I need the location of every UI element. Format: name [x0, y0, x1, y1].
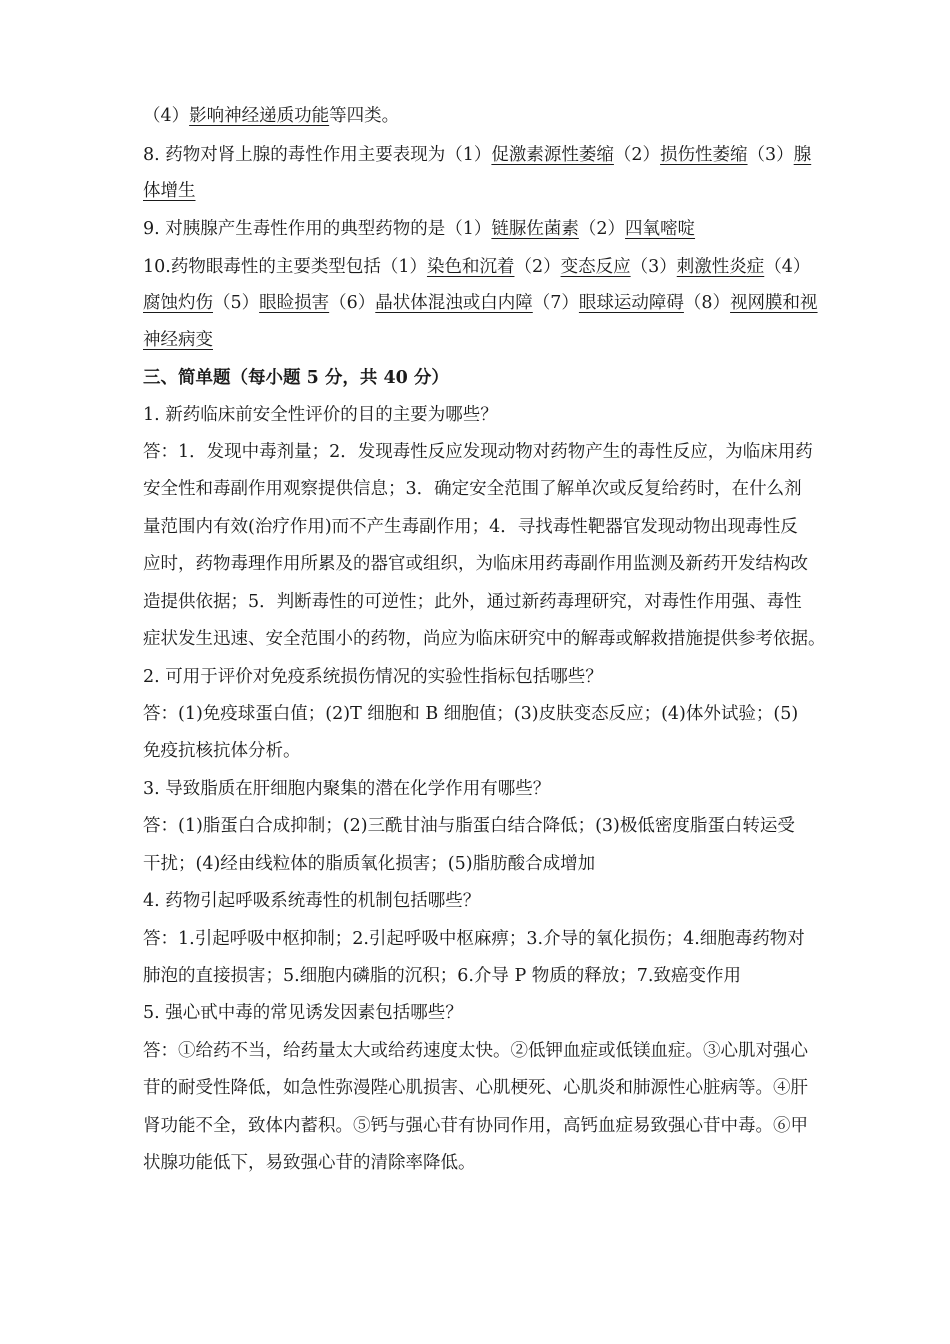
question-text: 10.药物眼毒性的主要类型包括（1） [143, 257, 427, 277]
section-3-heading: 三、简单题（每小题 5 分，共 40 分） [143, 368, 449, 388]
answer-blank: 刺激性炎症 [676, 257, 765, 277]
question-text: （2） [613, 145, 661, 165]
answer-blank: 视网膜和视 [730, 293, 818, 313]
q3-question: 3. 导致脂质在肝细胞内聚集的潜在化学作用有哪些？ [143, 779, 551, 799]
question-text: 8. 药物对肾上腺的毒性作用主要表现为（1） [143, 145, 492, 165]
q3-answer-line: 干扰；(4)经由线粒体的脂质氧化损害；(5)脂肪酸合成增加 [143, 854, 596, 874]
q4-question: 4. 药物引起呼吸系统毒性的机制包括哪些？ [143, 891, 481, 911]
question-text: （5） [213, 293, 260, 313]
q5-answer-line: 状腺功能低下，易致强心苷的清除率降低。 [143, 1153, 476, 1173]
answer-blank: 眼球运动障碍 [578, 293, 684, 313]
question-text: 9. 对胰腺产生毒性作用的典型药物的是（1） [143, 219, 492, 239]
answer-blank: 链脲佐菌素 [491, 219, 579, 239]
answer-blank: 四氧嘧啶 [625, 219, 696, 239]
q2-question: 2. 可用于评价对免疫系统损伤情况的实验性指标包括哪些？ [143, 667, 603, 687]
answer-blank: 促激素源性萎缩 [491, 145, 614, 165]
q1-answer-line: 答：1．发现中毒剂量；2．发现毒性反应发现动物对药物产生的毒性反应，为临床用药 [143, 442, 813, 462]
question-text: （2） [578, 219, 626, 239]
q10-line-1 [143, 252, 868, 282]
q7-tail-answer: 影响神经递质功能 [189, 106, 330, 126]
q1-answer-line: 应时，药物毒理作用所累及的器官或组织，为临床用药毒副作用监测及新药开发结构改 [143, 554, 808, 574]
q2-answer-line: 答：(1)免疫球蛋白值；(2)T 细胞和 B 细胞值；(3)皮肤变态反应；(4)体外试验；(5) [143, 704, 799, 724]
q5-answer-line: 肾功能不全，致体内蓄积。⑤钙与强心苷有协同作用，高钙血症易致强心苷中毒。⑥甲 [143, 1116, 808, 1136]
q10-line-3 [143, 325, 868, 355]
question-text: （3） [747, 145, 794, 165]
question-text: （8） [683, 293, 731, 313]
answer-blank: 神经病变 [143, 330, 213, 350]
q1-answer-line: 量范围内有效(治疗作用)而不产生毒副作用；4．寻找毒性靶器官发现动物出现毒性反 [143, 517, 798, 537]
q5-answer-line: 答：①给药不当，给药量太大或给药速度太快。②低钾血症或低镁血症。③心肌对强心 [143, 1041, 808, 1061]
answer-blank: 变态反应 [560, 257, 631, 277]
q1-question: 1. 新药临床前安全性评价的目的主要为哪些？ [143, 405, 498, 425]
q4-answer-line: 肺泡的直接损害；5.细胞内磷脂的沉积；6.介导 P 物质的释放；7.致癌变作用 [143, 966, 741, 986]
q1-answer-line: 症状发生迅速、安全范围小的药物，尚应为临床研究中的解毒或解救措施提供参考依据。 [143, 629, 826, 649]
q2-answer-line: 免疫抗核抗体分析。 [143, 741, 301, 761]
answer-blank: 眼睑损害 [259, 293, 330, 313]
answer-blank: 体增生 [143, 181, 196, 201]
q5-question: 5. 强心甙中毒的常见诱发因素包括哪些？ [143, 1003, 463, 1023]
q7-tail-line [143, 101, 868, 131]
q7-tail-suffix: 等四类。 [329, 106, 400, 126]
q8-line-1 [143, 140, 868, 170]
question-text: （3） [630, 257, 677, 277]
answer-blank: 损伤性萎缩 [660, 145, 748, 165]
answer-blank: 腐蚀灼伤 [143, 293, 213, 313]
answer-blank: 腺 [793, 145, 812, 165]
q9-line [143, 214, 868, 244]
q7-tail-prefix: （4） [143, 106, 190, 126]
q8-line-2 [143, 176, 868, 206]
q1-answer-line: 造提供依据；5．判断毒性的可逆性；此外，通过新药毒理研究，对毒性作用强、毒性 [143, 592, 802, 612]
q3-answer-line: 答：(1)脂蛋白合成抑制；(2)三酰甘油与脂蛋白结合降低；(3)极低密度脂蛋白转运受 [143, 816, 795, 836]
question-text: （4） [764, 257, 811, 277]
q5-answer-line: 苷的耐受性降低，如急性弥漫陛心肌损害、心肌梗死、心肌炎和肺源性心脏病等。④肝 [143, 1078, 808, 1098]
question-text: （7） [532, 293, 579, 313]
question-text: （6） [329, 293, 376, 313]
q10-line-2 [143, 288, 868, 318]
q1-answer-line: 安全性和毒副作用观察提供信息；3．确定安全范围了解单次或反复给药时，在什么剂 [143, 479, 802, 499]
answer-blank: 染色和沉着 [426, 257, 515, 277]
q4-answer-line: 答：1.引起呼吸中枢抑制；2.引起呼吸中枢麻痹；3.介导的氧化损伤；4.细胞毒药物对 [143, 929, 805, 949]
answer-blank: 晶状体混浊或白内障 [375, 293, 533, 313]
question-text: （2） [514, 257, 561, 277]
